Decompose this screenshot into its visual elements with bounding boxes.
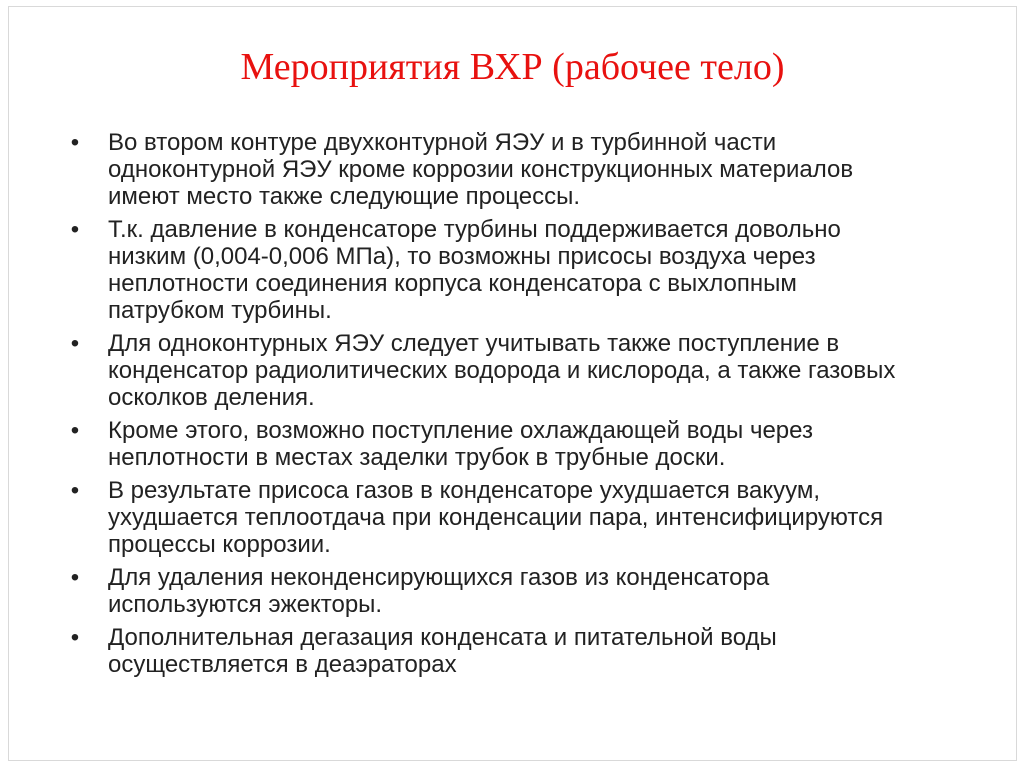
bullet-icon: •: [70, 477, 80, 504]
slide-title: Мероприятия ВХР (рабочее тело): [240, 46, 785, 88]
slide-content: [67, 129, 967, 684]
bullet-text: Во втором контуре двухконтурной ЯЭУ и в турбинной части одноконтурной ЯЭУ кроме коррозии конструкционных материалов имеют место также следующие процессы.: [108, 129, 854, 210]
bullet-text: Для одноконтурных ЯЭУ следует учитывать также поступление в конденсатор радиолитических водорода и кислорода, а также газовых осколков деления.: [108, 330, 896, 411]
bullet-icon: •: [70, 624, 80, 651]
bullet-item: [67, 477, 967, 558]
bullet-text: Дополнительная дегазация конденсата и питательной воды осуществляется в деаэраторах: [108, 624, 777, 678]
bullet-item: [67, 624, 967, 678]
bullet-item: [67, 330, 967, 411]
bullet-icon: •: [70, 216, 80, 243]
bullet-list: [67, 129, 967, 678]
bullet-text: В результате присоса газов в конденсаторе ухудшается вакуум, ухудшается теплоотдача при конденсации пара, интенсифицируются процессы коррозии.: [108, 477, 884, 558]
bullet-icon: •: [70, 330, 80, 357]
bullet-icon: •: [70, 129, 80, 156]
bullet-icon: •: [70, 417, 80, 444]
bullet-text: Т.к. давление в конденсаторе турбины поддерживается довольно низким (0,004-0,006 МПа), то возможны присосы воздуха через неплотности соединения корпуса конденсатора с выхлопным патрубком турбины.: [108, 216, 841, 324]
bullet-icon: •: [70, 564, 80, 591]
bullet-text: Кроме этого, возможно поступление охлаждающей воды через неплотности в местах заделки трубок в трубные доски.: [108, 417, 813, 471]
bullet-text: Для удаления неконденсирующихся газов из конденсатора используются эжекторы.: [108, 564, 770, 618]
bullet-item: [67, 216, 967, 324]
bullet-item: [67, 417, 967, 471]
bullet-item: [67, 564, 967, 618]
bullet-item: [67, 129, 967, 210]
slide-frame: [8, 6, 1017, 761]
